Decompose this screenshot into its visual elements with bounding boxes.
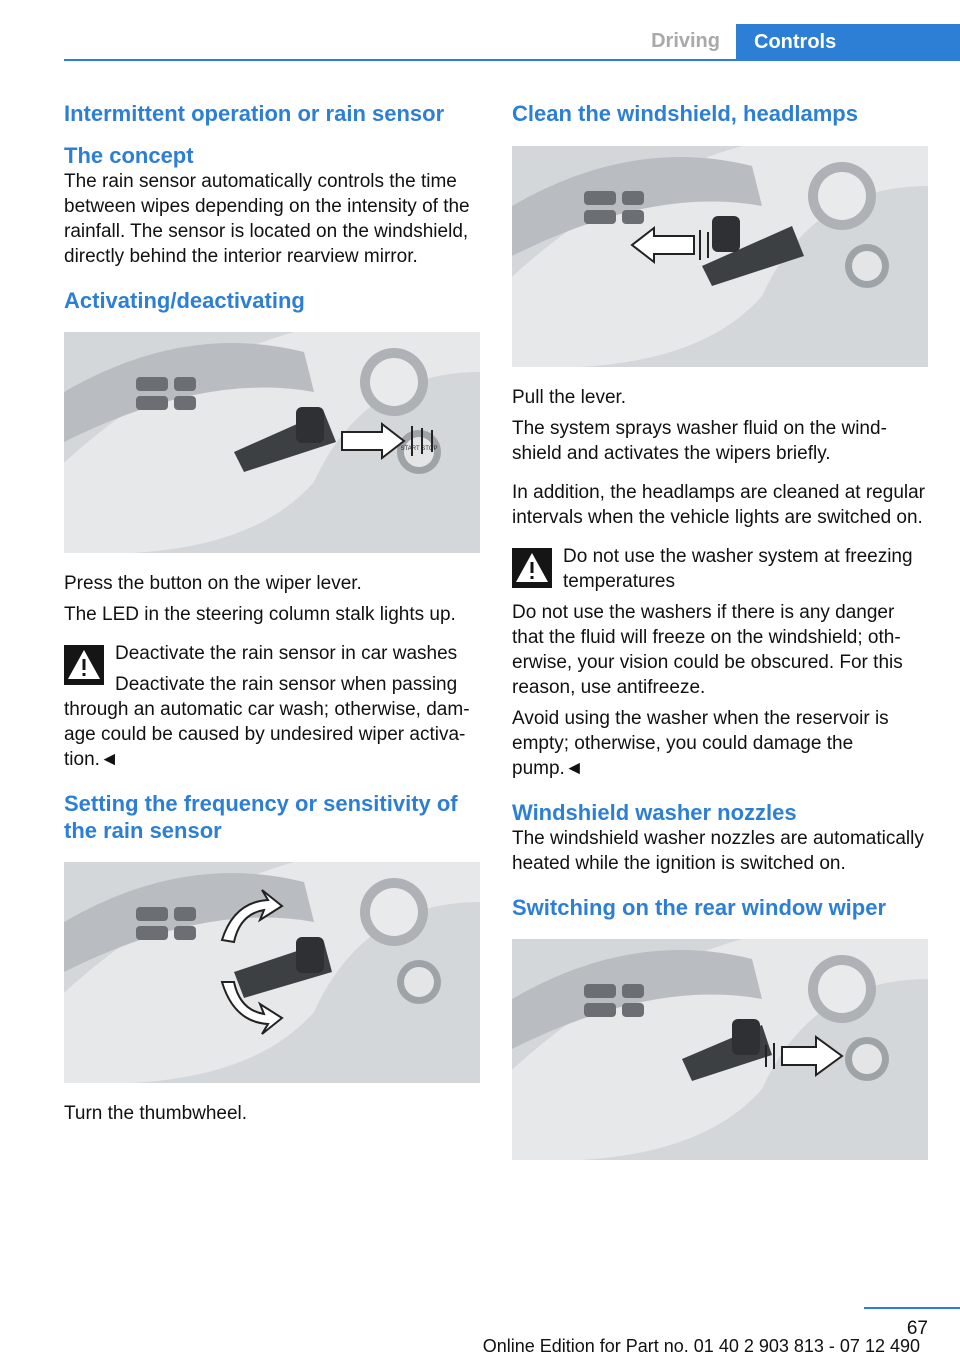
clean-step-2: The system sprays washer fluid on the windshield and activates the wipers briefly.: [512, 418, 887, 464]
concept-heading: The concept: [64, 143, 194, 168]
concept-text: The rain sensor automatically controls the time between wipes depending on the intensity of the rainfall. The sensor is located on the windshield, directly behind the interior rearview mirror.: [64, 171, 470, 267]
activating-step-2: The LED in the steering column stalk lights up.: [64, 604, 456, 625]
rear-wiper-heading: Switching on the rear window wiper: [512, 895, 887, 920]
clean-step-3: In addition, the headlamps are cleaned at regular intervals when the vehicle lights are switched on.: [512, 482, 925, 528]
left-column: [64, 100, 480, 1126]
clean-step-1: Pull the lever.: [512, 387, 627, 408]
warning-car-wash: [64, 641, 480, 772]
edition-text: Online Edition for Part no. 01 40 2 903 813 - 07 12 490: [482, 1336, 920, 1356]
right-column: [512, 100, 928, 1160]
warning-freezing: [512, 544, 928, 781]
frequency-heading: Setting the frequency or sensitivity of the rain sensor: [64, 791, 458, 843]
page-header: [64, 24, 960, 61]
warning-text: Deactivate the rain sensor when passing through an automatic car wash; otherwise, damage could be caused by undesired wiper activation.◄: [64, 674, 470, 770]
warning-text-2: Avoid using the washer when the reservoir is empty; otherwise, you could damage the pump.◄: [512, 708, 889, 779]
frequency-step: Turn the thumbwheel.: [64, 1103, 248, 1124]
nozzles-text: The windshield washer nozzles are automatically heated while the ignition is switched on.: [512, 828, 924, 874]
warning-icon: [512, 548, 552, 588]
intermittent-heading: Intermittent operation or rain sensor: [64, 101, 445, 126]
warning-text-1: Do not use the washers if there is any danger that the fluid will freeze on the windshield; otherwise, your vision could be obscured. For this reason, use antifreeze.: [512, 602, 903, 698]
activating-heading: Activating/deactivating: [64, 288, 305, 313]
footer-rule: [864, 1307, 960, 1309]
nozzles-heading: Windshield washer nozzles: [512, 800, 797, 825]
header-chapter: Controls: [736, 24, 960, 61]
clean-heading: Clean the windshield, headlamps: [512, 101, 858, 126]
header-rule: [64, 59, 960, 61]
page-number: 67: [906, 1318, 928, 1339]
steering-figure-rear: [512, 939, 928, 1160]
steering-figure-thumbwheel: [64, 862, 480, 1083]
start-stop-label: START STOP: [400, 446, 438, 452]
warning-icon: [64, 645, 104, 685]
activating-step-1: Press the button on the wiper lever.: [64, 573, 362, 594]
steering-figure-pull: [512, 146, 928, 367]
warning-title: Do not use the washer system at freezing temperatures: [563, 546, 913, 592]
warning-title: Deactivate the rain sensor in car washes: [115, 643, 458, 664]
header-section: Driving: [651, 30, 720, 52]
steering-figure-activate: [64, 332, 480, 553]
